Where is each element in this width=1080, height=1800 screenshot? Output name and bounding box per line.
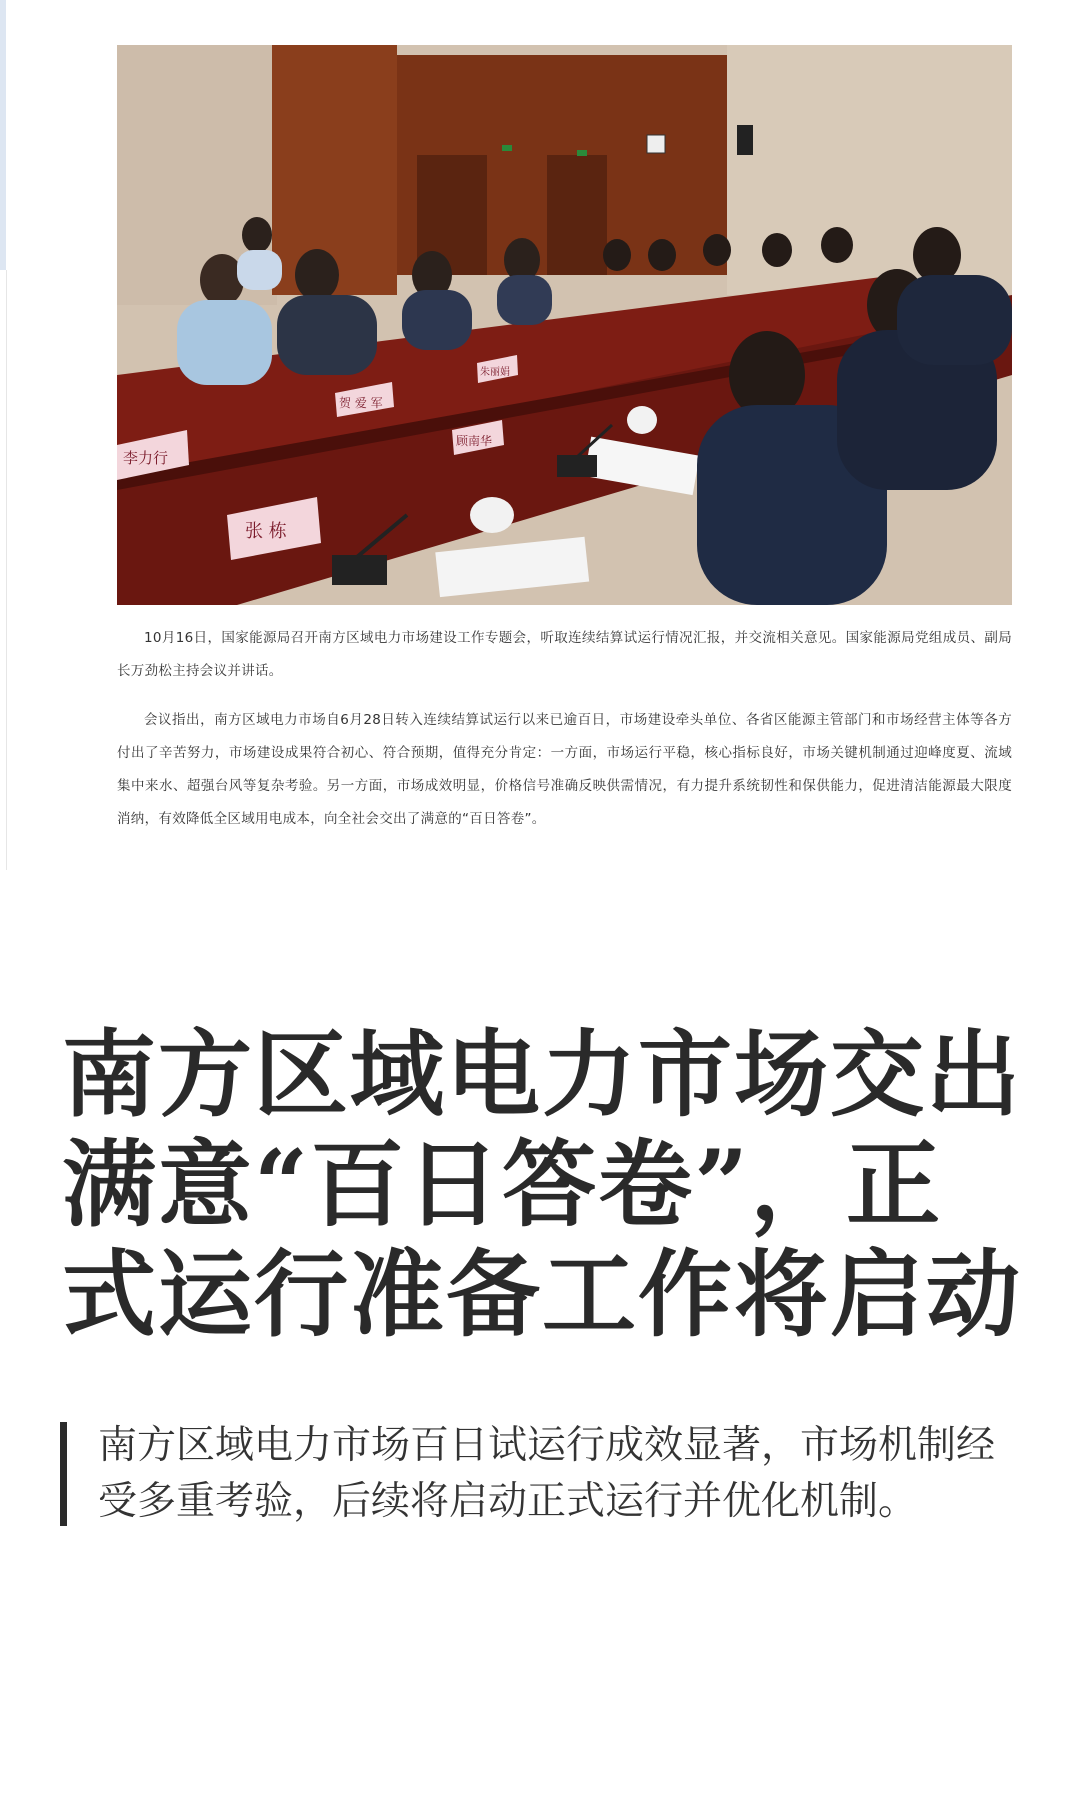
summary-block [60, 1418, 1030, 1530]
article-paragraph: 10月16日，国家能源局召开南方区域电力市场建设工作专题会，听取连续结算试运行情况汇报，并交流相关意见。国家能源局党组成员、副局长万劲松主持会议并讲话。 [117, 630, 1012, 679]
headline: 南方区域电力市场交出满意“百日答卷”，正式运行准备工作将启动 [62, 1020, 1023, 1350]
meeting-photo-illustration [117, 45, 1012, 605]
svg-text:李力行: 李力行 [123, 449, 169, 467]
left-edge-line [6, 270, 7, 870]
svg-text:顾南华: 顾南华 [456, 434, 493, 448]
left-edge-strip [0, 0, 6, 270]
meeting-photo [117, 45, 1012, 605]
summary-text: 南方区域电力市场百日试运行成效显著，市场机制经受多重考验，后续将启动正式运行并优化机制。 [98, 1423, 996, 1524]
svg-text:贺 爱 军: 贺 爱 军 [339, 396, 383, 410]
svg-text:朱丽娟: 朱丽娟 [480, 367, 510, 378]
article-paragraph: 会议指出，南方区域电力市场自6月28日转入连续结算试运行以来已逾百日，市场建设牵头单位、各省区能源主管部门和市场经营主体等各方付出了辛苦努力，市场建设成果符合初心、符合预期，值得充分肯定：一方面，市场运行平稳，核心指标良好，市场关键机制通过迎峰度夏、流域集中来水、超强台风等复杂考验。另一方面，市场成效明显，价格信号准确反映供需情况，有力提升系统韧性和保供能力，促进清洁能源最大限度消纳，有效降低全区域用电成本，向全社会交出了满意的“百日答卷”。 [117, 712, 1012, 827]
article-body [117, 622, 1012, 852]
summary-accent-bar [60, 1422, 67, 1526]
svg-text:张 栋: 张 栋 [245, 521, 287, 542]
